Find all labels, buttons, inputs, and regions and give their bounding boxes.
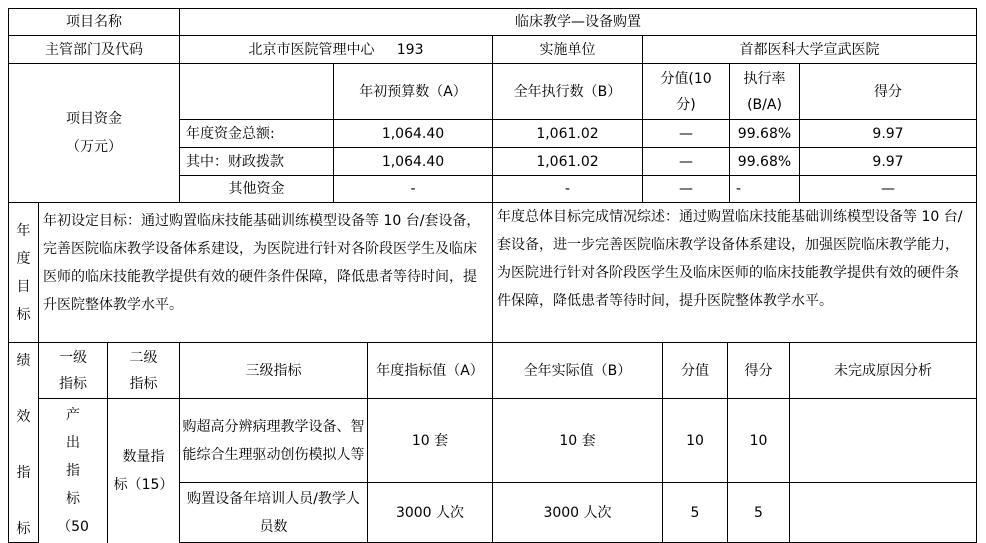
ind-col-level1: 一级 指标 <box>38 342 108 399</box>
ind-row-reason <box>789 482 977 543</box>
completion-summary-text: 年度总体目标完成情况综述：通过购置临床技能基础训练模型设备等 10 台/套设备，进一步完善医院临床教学设备体系建设，加强医院临床教学能力，为医院进行针对各阶段医学生及临床医师的临床技能教学提供有效的硬件条件保障，降低患者等待时间，提升医院整体教学水平。 <box>492 202 977 343</box>
funds-row-exec: 1,061.02 <box>492 147 643 176</box>
ind-col-target: 年度指标值（A） <box>367 342 493 399</box>
funds-row-score: 9.97 <box>799 147 977 176</box>
ind-row-reason <box>789 398 977 483</box>
funds-row-score: — <box>799 175 977 203</box>
ind-level2-value: 数量指 标（15） <box>107 398 180 543</box>
dept-value: 北京市医院管理中心 193 <box>179 35 493 64</box>
funds-row-name: 年度资金总额: <box>179 119 334 148</box>
funds-row-budget: - <box>333 175 493 203</box>
ind-col-reason: 未完成原因分析 <box>789 342 977 399</box>
goals-side-label: 年 度 目 标 <box>8 202 39 343</box>
funds-header-blank <box>179 63 334 120</box>
ind-row-score-val: 10 <box>662 398 728 483</box>
funds-row-score-val: — <box>642 119 730 148</box>
project-name-value: 临床教学—设备购置 <box>179 8 977 36</box>
ind-level1-value: 产 出 指 标 （50 <box>38 398 108 543</box>
impl-label: 实施单位 <box>492 35 643 64</box>
funds-col-budget: 年初预算数（A） <box>333 63 493 120</box>
ind-col-level3: 三级指标 <box>179 342 368 399</box>
funds-col-rate: 执行率 (B/A) <box>729 63 800 120</box>
funds-col-exec: 全年执行数（B） <box>492 63 643 120</box>
dept-label: 主管部门及代码 <box>8 35 180 64</box>
funds-row-budget: 1,064.40 <box>333 119 493 148</box>
funds-row-score-val: — <box>642 175 730 203</box>
funds-row-budget: 1,064.40 <box>333 147 493 176</box>
ind-col-actual: 全年实际值（B） <box>492 342 663 399</box>
initial-goal-text: 年初设定目标：通过购置临床技能基础训练模型设备等 10 台/套设备，完善医院临床教学设备体系建设，为医院进行针对各阶段医学生及临床医师的临床技能教学提供有效的硬件条件保障，降低患者等待时间，提升医院整体教学水平。 <box>38 202 493 343</box>
funds-row-rate: - <box>729 175 800 203</box>
funds-row-rate: 99.68% <box>729 119 800 148</box>
ind-row-score-val: 5 <box>662 482 728 543</box>
funds-row-name: 其他资金 <box>179 175 334 203</box>
ind-col-level2: 二级 指标 <box>107 342 180 399</box>
funds-row-score: 9.97 <box>799 119 977 148</box>
ind-row-actual: 3000 人次 <box>492 482 663 543</box>
ind-row-score: 5 <box>727 482 790 543</box>
ind-row-actual: 10 套 <box>492 398 663 483</box>
impl-value: 首都医科大学宣武医院 <box>642 35 977 64</box>
ind-row-score: 10 <box>727 398 790 483</box>
funds-label: 项目资金 （万元） <box>8 63 180 203</box>
ind-row-name: 购超高分辨病理教学设备、智能综合生理驱动创伤模拟人等 <box>179 398 368 483</box>
funds-col-score-val: 分值(10 分) <box>642 63 730 120</box>
funds-row-exec: 1,061.02 <box>492 119 643 148</box>
ind-row-target: 3000 人次 <box>367 482 493 543</box>
funds-row-score-val: — <box>642 147 730 176</box>
indicators-side-label: 绩 效 指 标 <box>8 342 39 543</box>
ind-row-name: 购置设备年培训人员/教学人员数 <box>179 482 368 543</box>
funds-row-exec: - <box>492 175 643 203</box>
ind-col-score: 得分 <box>727 342 790 399</box>
funds-row-name: 其中：财政拨款 <box>179 147 334 176</box>
project-name-label: 项目名称 <box>8 8 180 36</box>
funds-row-rate: 99.68% <box>729 147 800 176</box>
ind-row-target: 10 套 <box>367 398 493 483</box>
funds-col-score: 得分 <box>799 63 977 120</box>
ind-col-score-val: 分值 <box>662 342 728 399</box>
